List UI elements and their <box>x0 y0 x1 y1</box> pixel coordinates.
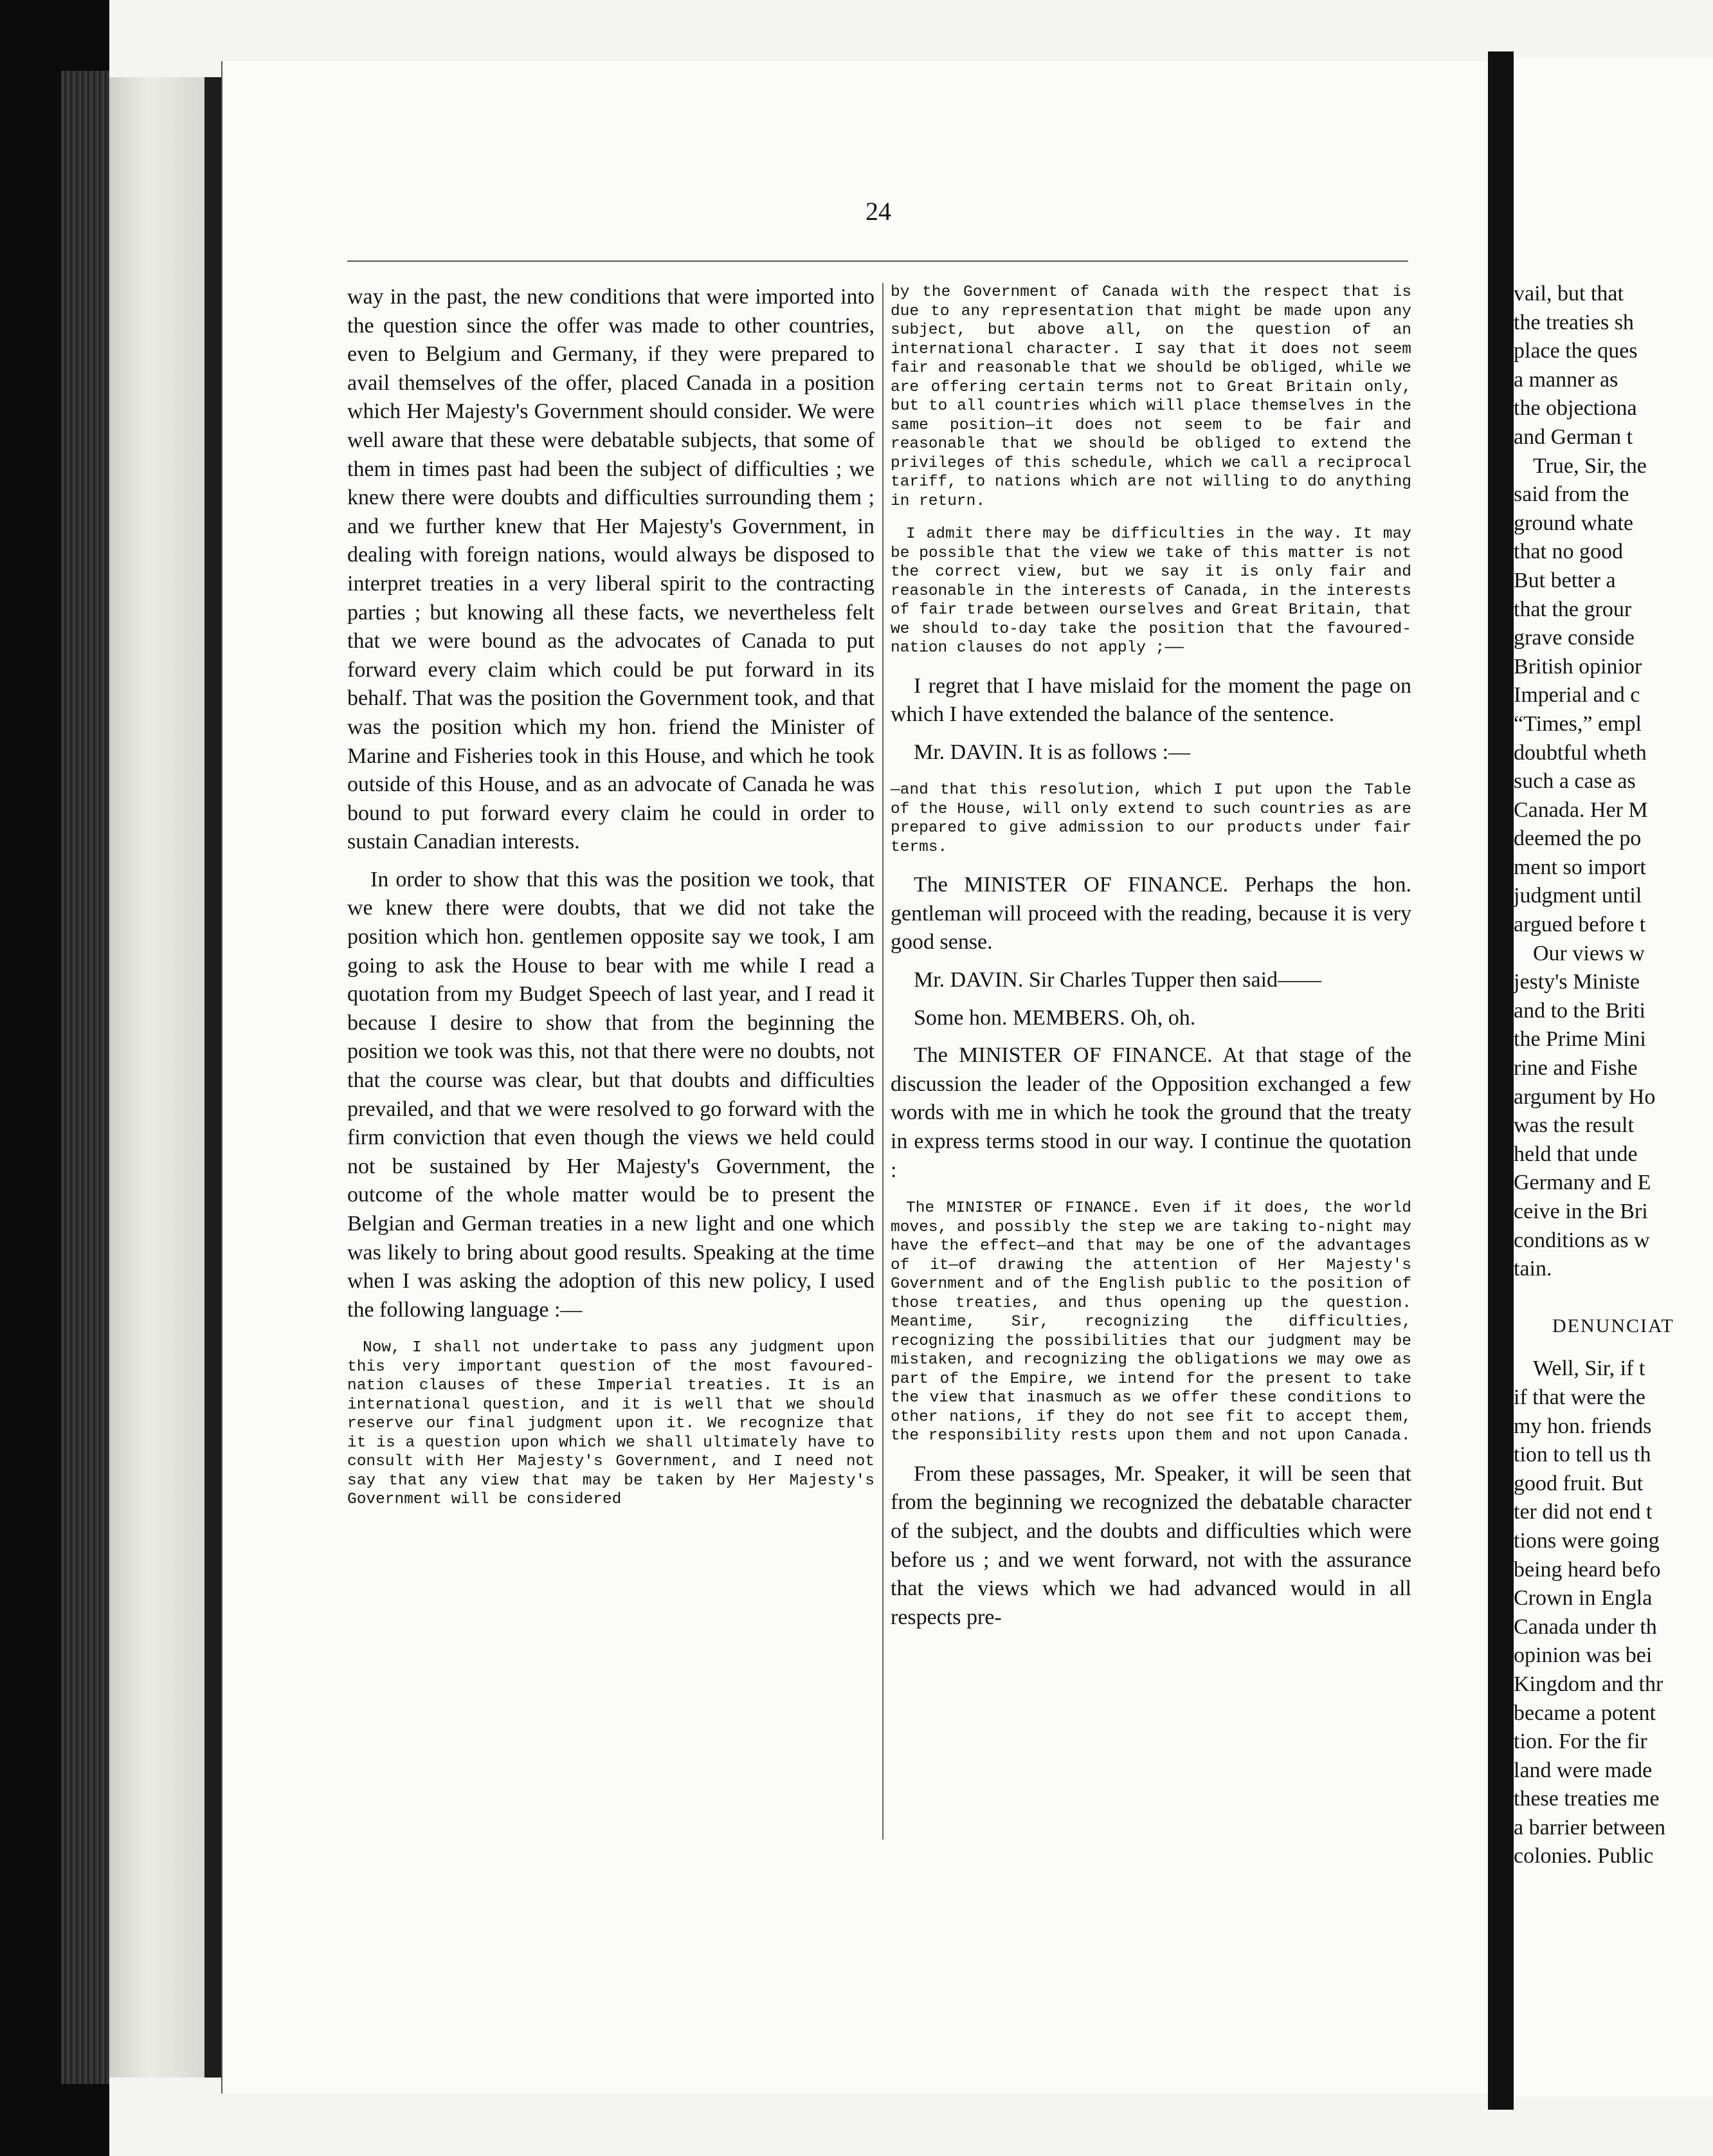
column-divider <box>882 283 884 1840</box>
fragment-line: vail, but that <box>1514 282 1624 306</box>
fragment-line: ment so import <box>1514 855 1646 879</box>
fragment-line: Germany and E <box>1514 1171 1651 1195</box>
fragment-line: argument by Ho <box>1514 1084 1656 1109</box>
fragment-line: became a potent <box>1514 1701 1656 1725</box>
paragraph: Mr. DAVIN. It is as follows :— <box>914 740 1191 764</box>
fragment-line: Crown in Engla <box>1514 1586 1653 1611</box>
fragment-line: conditions as w <box>1514 1228 1650 1252</box>
fragment-line: “Times,” empl <box>1514 711 1642 736</box>
fragment-line: British opinior <box>1514 654 1642 679</box>
fragment-line: the Prime Mini <box>1514 1027 1646 1052</box>
fragment-heading: DENUNCIAT <box>1552 1315 1674 1337</box>
fragment-line: tion to tell us th <box>1514 1443 1651 1467</box>
quoted-paragraph: Now, I shall not undertake to pass any judgment upon this very important question of the most favoured-nation clauses of these Imperial treaties. It is an international question, and it is well that we should reserve our final judgment upon it. We recognize that it is a question upon which we shall ultimately have to consult with Her Majesty's Government, and I need not say that any view that may be taken by Her Majesty's Government will be considered <box>347 1339 875 1509</box>
binding-edge <box>204 77 221 2078</box>
fragment-line: these treaties me <box>1514 1787 1660 1811</box>
fragment-line: tions were going <box>1514 1528 1660 1553</box>
fragment-line: Kingdom and thr <box>1514 1672 1663 1696</box>
fragment-line: and to the Briti <box>1514 998 1645 1023</box>
paragraph: From these passages, Mr. Speaker, it will be seen that from the beginning we recognized the debatable character of the subject, and the doubts and difficulties which were before us ; and we went forward, not with the assurance that the views which we had advanced would in all respects pre- <box>891 1461 1411 1629</box>
paragraph: I regret that I have mislaid for the moment the page on which I have extended the balance of the sentence. <box>891 673 1411 727</box>
fragment-line: doubtful wheth <box>1514 740 1647 765</box>
fragment-line: if that were the <box>1514 1385 1645 1409</box>
fragment-line: ter did not end t <box>1514 1500 1653 1524</box>
fragment-line: tain. <box>1514 1257 1552 1281</box>
paragraph: In order to show that this was the position we took, that we knew there were doubts, that we did not take the position which hon. gentlemen opposite say we took, I am going to ask the House to bear with me while I read a quotation from my Budget Speech of last year, and I read it because I desire to show that from the beginning the position we took was this, not that there were no doubts, not that the course was clear, but that doubts and difficulties prevailed, and that we were resolved to go forward with the firm conviction that even though the views we held could not be sustained by Her Majesty's Government, the outcome of the whole matter would be to present the Belgian and German treaties in a new light and one which was likely to bring about good results. Speaking at the time when I was asking the adoption of this new policy, I used the following language :— <box>347 867 875 1322</box>
quoted-paragraph: I admit there may be difficulties in the way. It may be possible that the view we take of this matter is not the correct view, but we say it is only fair and reasonable in the interests of Canada, in the interests of fair trade between ourselves and Great Britain, that we should to-day take the position that the favoured-nation clauses do not apply ;—— <box>891 525 1411 657</box>
fragment-line: and German t <box>1514 425 1633 449</box>
fragment-line: Our views w <box>1533 941 1645 965</box>
fragment-line: ground whate <box>1514 511 1634 535</box>
fragment-line: deemed the po <box>1514 827 1642 851</box>
paragraph: Some hon. MEMBERS. Oh, oh. <box>914 1005 1196 1030</box>
fragment-line: a manner as <box>1514 367 1618 392</box>
fragment-line: Imperial and c <box>1514 683 1640 708</box>
page-stack-fore-edge <box>109 77 208 2078</box>
fragment-line: a barrier between <box>1514 1815 1665 1840</box>
fragment-line: judgment until <box>1514 884 1642 908</box>
quoted-paragraph: The MINISTER OF FINANCE. Even if it does, the world moves, and possibly the step we are taking to-night may have the effect—and that may be one of the advantages of it—of drawing the attention of Her Majesty's Government and of the English public to the position of those treaties, and thus opening up the question. Meantime, Sir, recognizing the difficulties, recognizing the possibilities that our judgment may be mistaken, and recognizing the obligations we may owe as part of the Empire, we intend for the present to take the view that inasmuch as we offer these conditions to other nations, if they do not see fit to accept them, the responsibility rests upon them and not upon Canada. <box>891 1200 1411 1445</box>
fragment-line: colonies. Public <box>1514 1844 1654 1868</box>
fragment-line: Well, Sir, if t <box>1533 1357 1645 1381</box>
next-page-fragment <box>1514 58 1713 2097</box>
fragment-line: Canada. Her M <box>1514 798 1648 822</box>
fragment-line: the objectiona <box>1514 396 1637 421</box>
quoted-paragraph: by the Government of Canada with the respect that is due to any representation that might be made upon any subject, but above all, on the question of an international character. I say that it does not seem fair and reasonable that we should be obliged, while we are offering certain terms not to Great Britain only, but to all countries which will place themselves in the same position—it does not seem to be fair and reasonable that we should be obliged to extend the privileges of this schedule, which we call a reciprocal tariff, to nations which are not willing to do anything in return. <box>891 284 1411 510</box>
page-stack-edge <box>61 71 109 2084</box>
paragraph: The MINISTER OF FINANCE. At that stage of the discussion the leader of the Opposition exchanged a few words with me in which he took the ground that the treaty in express terms stood in our way. I continue the quotation : <box>891 1043 1411 1182</box>
fragment-line: place the ques <box>1514 339 1638 363</box>
paragraph: The MINISTER OF FINANCE. Perhaps the hon. gentleman will proceed with the reading, because it is very good sense. <box>891 873 1411 955</box>
fragment-line: that the grour <box>1514 597 1632 621</box>
header-rule <box>347 260 1408 262</box>
fragment-line: land were made <box>1514 1758 1653 1782</box>
fragment-line: such a case as <box>1514 769 1636 794</box>
next-page-text <box>1514 280 1713 1871</box>
quoted-paragraph: —and that this resolution, which I put upon the Table of the House, will only extend to such countries as are prepared to give admission to our products under fair terms. <box>891 781 1411 856</box>
fragment-line: good fruit. But <box>1514 1471 1644 1495</box>
fragment-line: tion. For the fir <box>1514 1730 1647 1754</box>
page-number: 24 <box>866 197 891 226</box>
fragment-line: ceive in the Bri <box>1514 1200 1648 1223</box>
paragraph: Mr. DAVIN. Sir Charles Tupper then said—— <box>914 968 1322 992</box>
fragment-line: opinion was bei <box>1514 1643 1653 1668</box>
fragment-line: held that unde <box>1514 1142 1638 1166</box>
fragment-line: being heard befo <box>1514 1557 1661 1582</box>
fragment-line: the treaties sh <box>1514 310 1634 334</box>
fragment-line: grave conside <box>1514 626 1635 650</box>
fragment-line: that no good <box>1514 540 1623 564</box>
fragment-line: argued before t <box>1514 913 1646 937</box>
fragment-line: jesty's Ministe <box>1514 970 1640 994</box>
fragment-line: True, Sir, the <box>1533 453 1647 478</box>
fragment-line: rine and Fishe <box>1514 1056 1638 1081</box>
fragment-line: was the result <box>1514 1113 1634 1138</box>
paragraph: way in the past, the new conditions that were imported into the question since the offer was made to other countries, even to Belgium and Germany, if they were prepared to avail themselves of the offer, placed Canada in a position which Her Majesty's Government should consider. We were well aware that these were debatable subjects, that some of them in times past had been the subject of difficulties ; we knew there were doubts and difficulties surrounding them ; and we further knew that Her Majesty's Government, in dealing with foreign nations, would always be disposed to interpret treaties in a very liberal spirit to the contracting parties ; but knowing all these facts, we nevertheless felt that we were bound as the advocates of Canada to put forward every claim which could be put forward in its behalf. That was the position the Government took, and that was the position which my hon. friend the Minister of Marine and Fisheries took in this House, and which he took outside of this House, and as an advocate of Canada he was bound to put forward every claim he could in order to sustain Canadian interests. <box>347 285 875 854</box>
fragment-line: Canada under th <box>1514 1614 1657 1639</box>
left-column <box>347 283 875 1510</box>
right-column <box>891 283 1411 1632</box>
book-gutter <box>1488 51 1514 2110</box>
fragment-line: my hon. friends <box>1514 1414 1652 1438</box>
fragment-line: But better a <box>1514 568 1616 592</box>
fragment-line: said from the <box>1514 482 1629 507</box>
